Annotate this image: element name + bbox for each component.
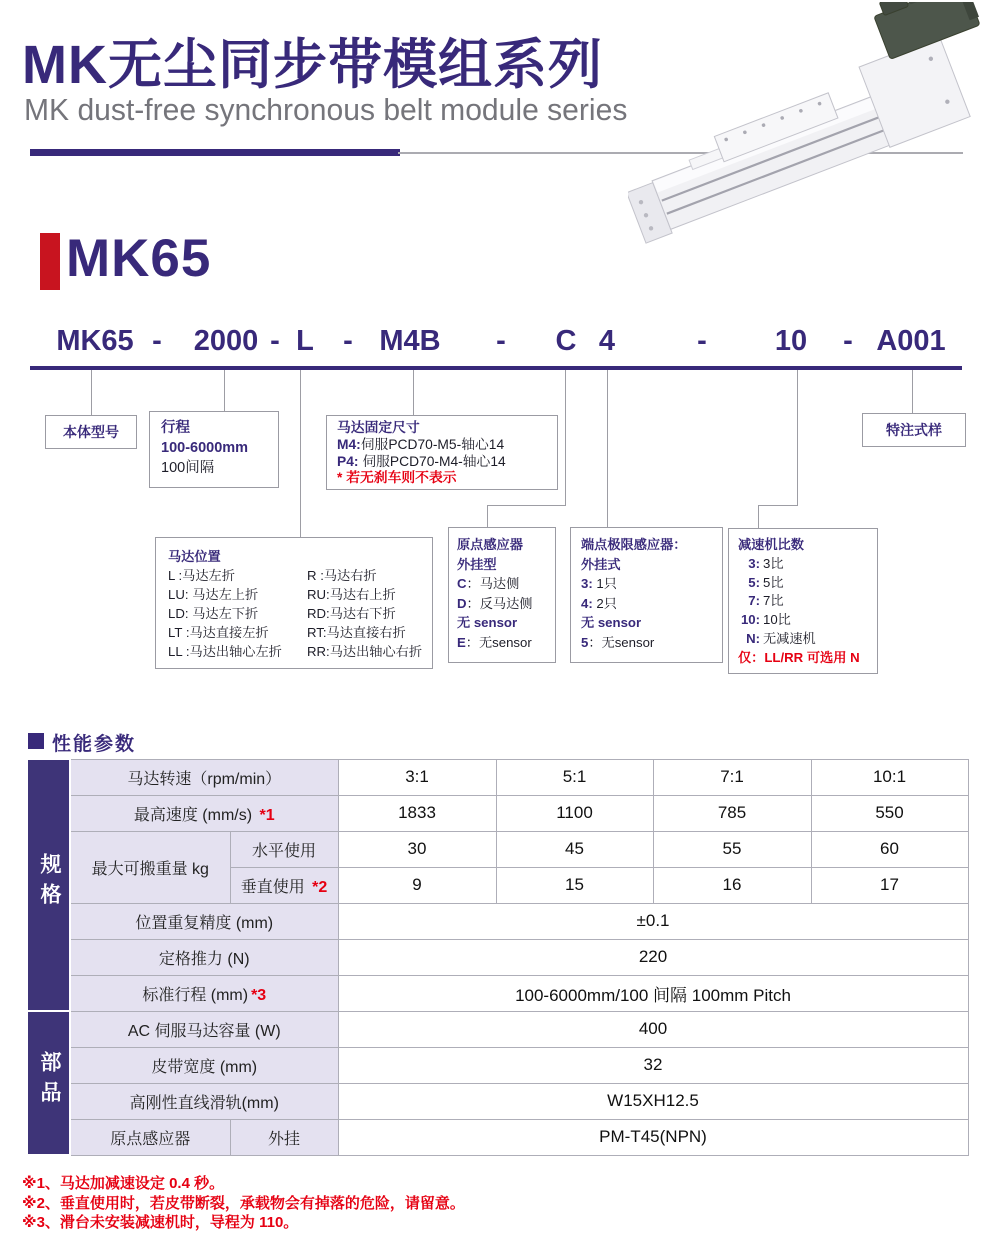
- table-section-band: [28, 1011, 70, 1155]
- callout-line: 减速机比数: [738, 537, 804, 552]
- table-value-cell: 9: [338, 867, 496, 903]
- table-value-cell: 220: [338, 939, 968, 975]
- table-value-cell: 30: [338, 831, 496, 867]
- table-row: [28, 795, 968, 831]
- callout-title: 特注式样: [886, 422, 942, 438]
- callout-line: * 若无刹车则不表示: [337, 470, 457, 486]
- footnotes: [22, 1174, 465, 1233]
- connector-line: [758, 505, 798, 506]
- params-section-title: 性能参数: [52, 734, 137, 755]
- code-dash: -: [496, 325, 506, 357]
- callout-line: C：马达侧: [457, 576, 520, 591]
- connector-line: [487, 505, 566, 506]
- table-value-cell: 17: [811, 867, 968, 903]
- callout-reducer-ratio: [728, 528, 878, 674]
- table-value-cell: 1100: [496, 795, 653, 831]
- table-value-cell: 100-6000mm/100 间隔 100mm Pitch: [338, 975, 968, 1011]
- red-footnote-ref: *3: [251, 986, 267, 1004]
- table-label-cell: 位置重复精度 (mm): [70, 903, 338, 939]
- code-dash: -: [343, 325, 353, 357]
- connector-line: [607, 370, 608, 527]
- callout-line: 仅：LL/RR 可选用 N: [738, 649, 860, 665]
- table-row: [28, 903, 968, 939]
- table-value-cell: 32: [338, 1047, 968, 1083]
- table-value-cell: 550: [811, 795, 968, 831]
- table-value-cell: 400: [338, 1011, 968, 1047]
- table-value-cell: ±0.1: [338, 903, 968, 939]
- table-row: [28, 939, 968, 975]
- table-row: [28, 831, 968, 867]
- table-value-cell: PM-T45(NPN): [338, 1119, 968, 1155]
- code-segment: A001: [876, 325, 946, 357]
- footnote-line: ※2、垂直使用时，若皮带断裂，承载物会有掉落的危险，请留意。: [22, 1194, 465, 1212]
- product-image: [628, 2, 998, 260]
- connector-line: [758, 505, 759, 529]
- page-subtitle: MK dust-free synchronous belt module series: [24, 92, 628, 127]
- callout-line: 无 sensor: [581, 615, 642, 630]
- model-code-row: [0, 325, 1000, 361]
- callout-line: D：反马达侧: [457, 595, 533, 611]
- table-row: [28, 1047, 968, 1083]
- callout-line: 5：无sensor: [581, 634, 655, 650]
- motor-position-row: LT :马达直接左折 RT:马达直接右折: [168, 625, 406, 640]
- connector-line: [487, 505, 488, 528]
- table-row: [28, 1011, 968, 1047]
- callout-stroke: [149, 411, 279, 488]
- footnote-line: ※3、滑台未安装减速机时，导程为 110。: [22, 1214, 299, 1231]
- table-label-cell: 外挂: [230, 1119, 338, 1155]
- callout-line: 5: 5比: [748, 574, 784, 590]
- table-label-cell: 最大可搬重量 kg: [70, 831, 230, 903]
- callout-line: 马达固定尺寸: [337, 420, 420, 435]
- table-value-cell: 16: [653, 867, 811, 903]
- table-label-cell: 标准行程 (mm) *3: [70, 975, 338, 1011]
- table-row: [28, 975, 968, 1011]
- table-value-cell: 15: [496, 867, 653, 903]
- connector-line: [797, 370, 798, 506]
- table-value-cell: 785: [653, 795, 811, 831]
- motor-position-pairs: [168, 566, 423, 661]
- red-footnote-ref: *2: [312, 878, 328, 896]
- callout-line: 行程: [161, 420, 190, 436]
- table-value-cell: 1833: [338, 795, 496, 831]
- callout-line: 端点极限感应器：: [581, 537, 687, 552]
- callout-title: 本体型号: [63, 424, 119, 440]
- code-segment: L: [296, 325, 314, 357]
- motor-position-row: L :马达左折 R :马达右折: [168, 568, 377, 583]
- callout-line: 100间隔: [161, 460, 215, 476]
- specs-table: [28, 758, 969, 1156]
- connector-line: [300, 370, 301, 537]
- table-label-cell: 高刚性直线滑轨(mm): [70, 1083, 338, 1119]
- callout-line: 7: 7比: [748, 593, 784, 609]
- callout-line: N: 无减速机: [746, 630, 816, 646]
- code-segment: 4: [598, 325, 616, 357]
- motor-position-row: LL :马达出轴心左折 RR:马达出轴心右折: [168, 644, 423, 659]
- callout-line: 10: 10比: [740, 612, 791, 628]
- callout-line: M4:伺服PCD70-M5-轴心14: [337, 436, 505, 452]
- connector-line: [224, 370, 225, 411]
- callout-title: 马达位置: [168, 549, 221, 564]
- callout-line: 外挂式: [581, 556, 621, 572]
- table-label-cell: 皮带宽度 (mm): [70, 1047, 338, 1083]
- table-label-cell: AC 伺服马达容量 (W): [70, 1011, 338, 1047]
- callout-line: 原点感应器: [457, 537, 523, 552]
- connector-line: [565, 370, 566, 506]
- callout-motor-position: [155, 537, 433, 669]
- table-row: [28, 759, 968, 795]
- callout-line: 100-6000mm: [161, 440, 249, 456]
- table-value-cell: 5:1: [496, 759, 653, 795]
- callout-origin-sensor: [448, 527, 556, 663]
- connector-line: [912, 370, 913, 413]
- code-segment: MK65: [56, 325, 134, 357]
- code-segment: 10: [774, 325, 808, 357]
- callout-line: E：无sensor: [457, 634, 532, 650]
- section-title: MK65: [66, 229, 212, 288]
- callout-main-model: [45, 415, 137, 449]
- table-value-cell: 60: [811, 831, 968, 867]
- model-code-underline: [30, 366, 962, 370]
- red-footnote-ref: *1: [259, 806, 275, 824]
- table-value-cell: W15XH12.5: [338, 1083, 968, 1119]
- callout-limit-sensor: [570, 527, 723, 663]
- code-segment: C: [555, 325, 577, 357]
- code-segment: M4B: [379, 325, 441, 357]
- code-dash: -: [697, 325, 707, 357]
- callout-line: 3: 1只: [581, 576, 617, 591]
- table-section-label: 部品: [38, 1050, 61, 1111]
- header-rule-accent: [30, 149, 400, 156]
- table-label-cell: 原点感应器: [70, 1119, 230, 1155]
- code-dash: -: [270, 325, 280, 357]
- code-segment: 2000: [193, 325, 259, 357]
- linear-actuator-render: [628, 2, 998, 243]
- table-section-label: 规格: [38, 852, 61, 913]
- motor-position-row: LU: 马达左上折 RU:马达右上折: [168, 587, 396, 602]
- callout-motor-mount: [326, 415, 558, 490]
- code-dash: -: [152, 325, 162, 357]
- callout-line: 外挂型: [457, 556, 497, 572]
- table-value-cell: 7:1: [653, 759, 811, 795]
- page-title: MK无尘同步带模组系列: [22, 35, 603, 95]
- code-dash: -: [843, 325, 853, 357]
- table-value-cell: 10:1: [811, 759, 968, 795]
- table-row: [28, 1083, 968, 1119]
- table-label-cell: 垂直使用 *2: [230, 867, 338, 903]
- table-value-cell: 55: [653, 831, 811, 867]
- table-value-cell: 3:1: [338, 759, 496, 795]
- callout-special-spec: [862, 413, 966, 447]
- motor-position-row: LD: 马达左下折 RD:马达右下折: [168, 606, 396, 621]
- table-section-band: [28, 759, 70, 1011]
- section-square-icon: [28, 733, 44, 749]
- connector-line: [91, 370, 92, 415]
- table-label-cell: 水平使用: [230, 831, 338, 867]
- callout-line: 3: 3比: [748, 555, 784, 571]
- table-value-cell: 45: [496, 831, 653, 867]
- table-label-cell: 最高速度 (mm/s) *1: [70, 795, 338, 831]
- table-row: [28, 1119, 968, 1155]
- table-label-cell: 定格推力 (N): [70, 939, 338, 975]
- callout-line: 4: 2只: [581, 595, 617, 611]
- table-label-cell: 马达转速（rpm/min）: [70, 759, 338, 795]
- footnote-line: ※1、马达加减速设定 0.4 秒。: [22, 1175, 225, 1192]
- callout-line: P4: 伺服PCD70-M4-轴心14: [337, 453, 506, 469]
- connector-line: [413, 370, 414, 415]
- section-marker-bar: [40, 233, 60, 290]
- callout-line: 无 sensor: [457, 615, 518, 630]
